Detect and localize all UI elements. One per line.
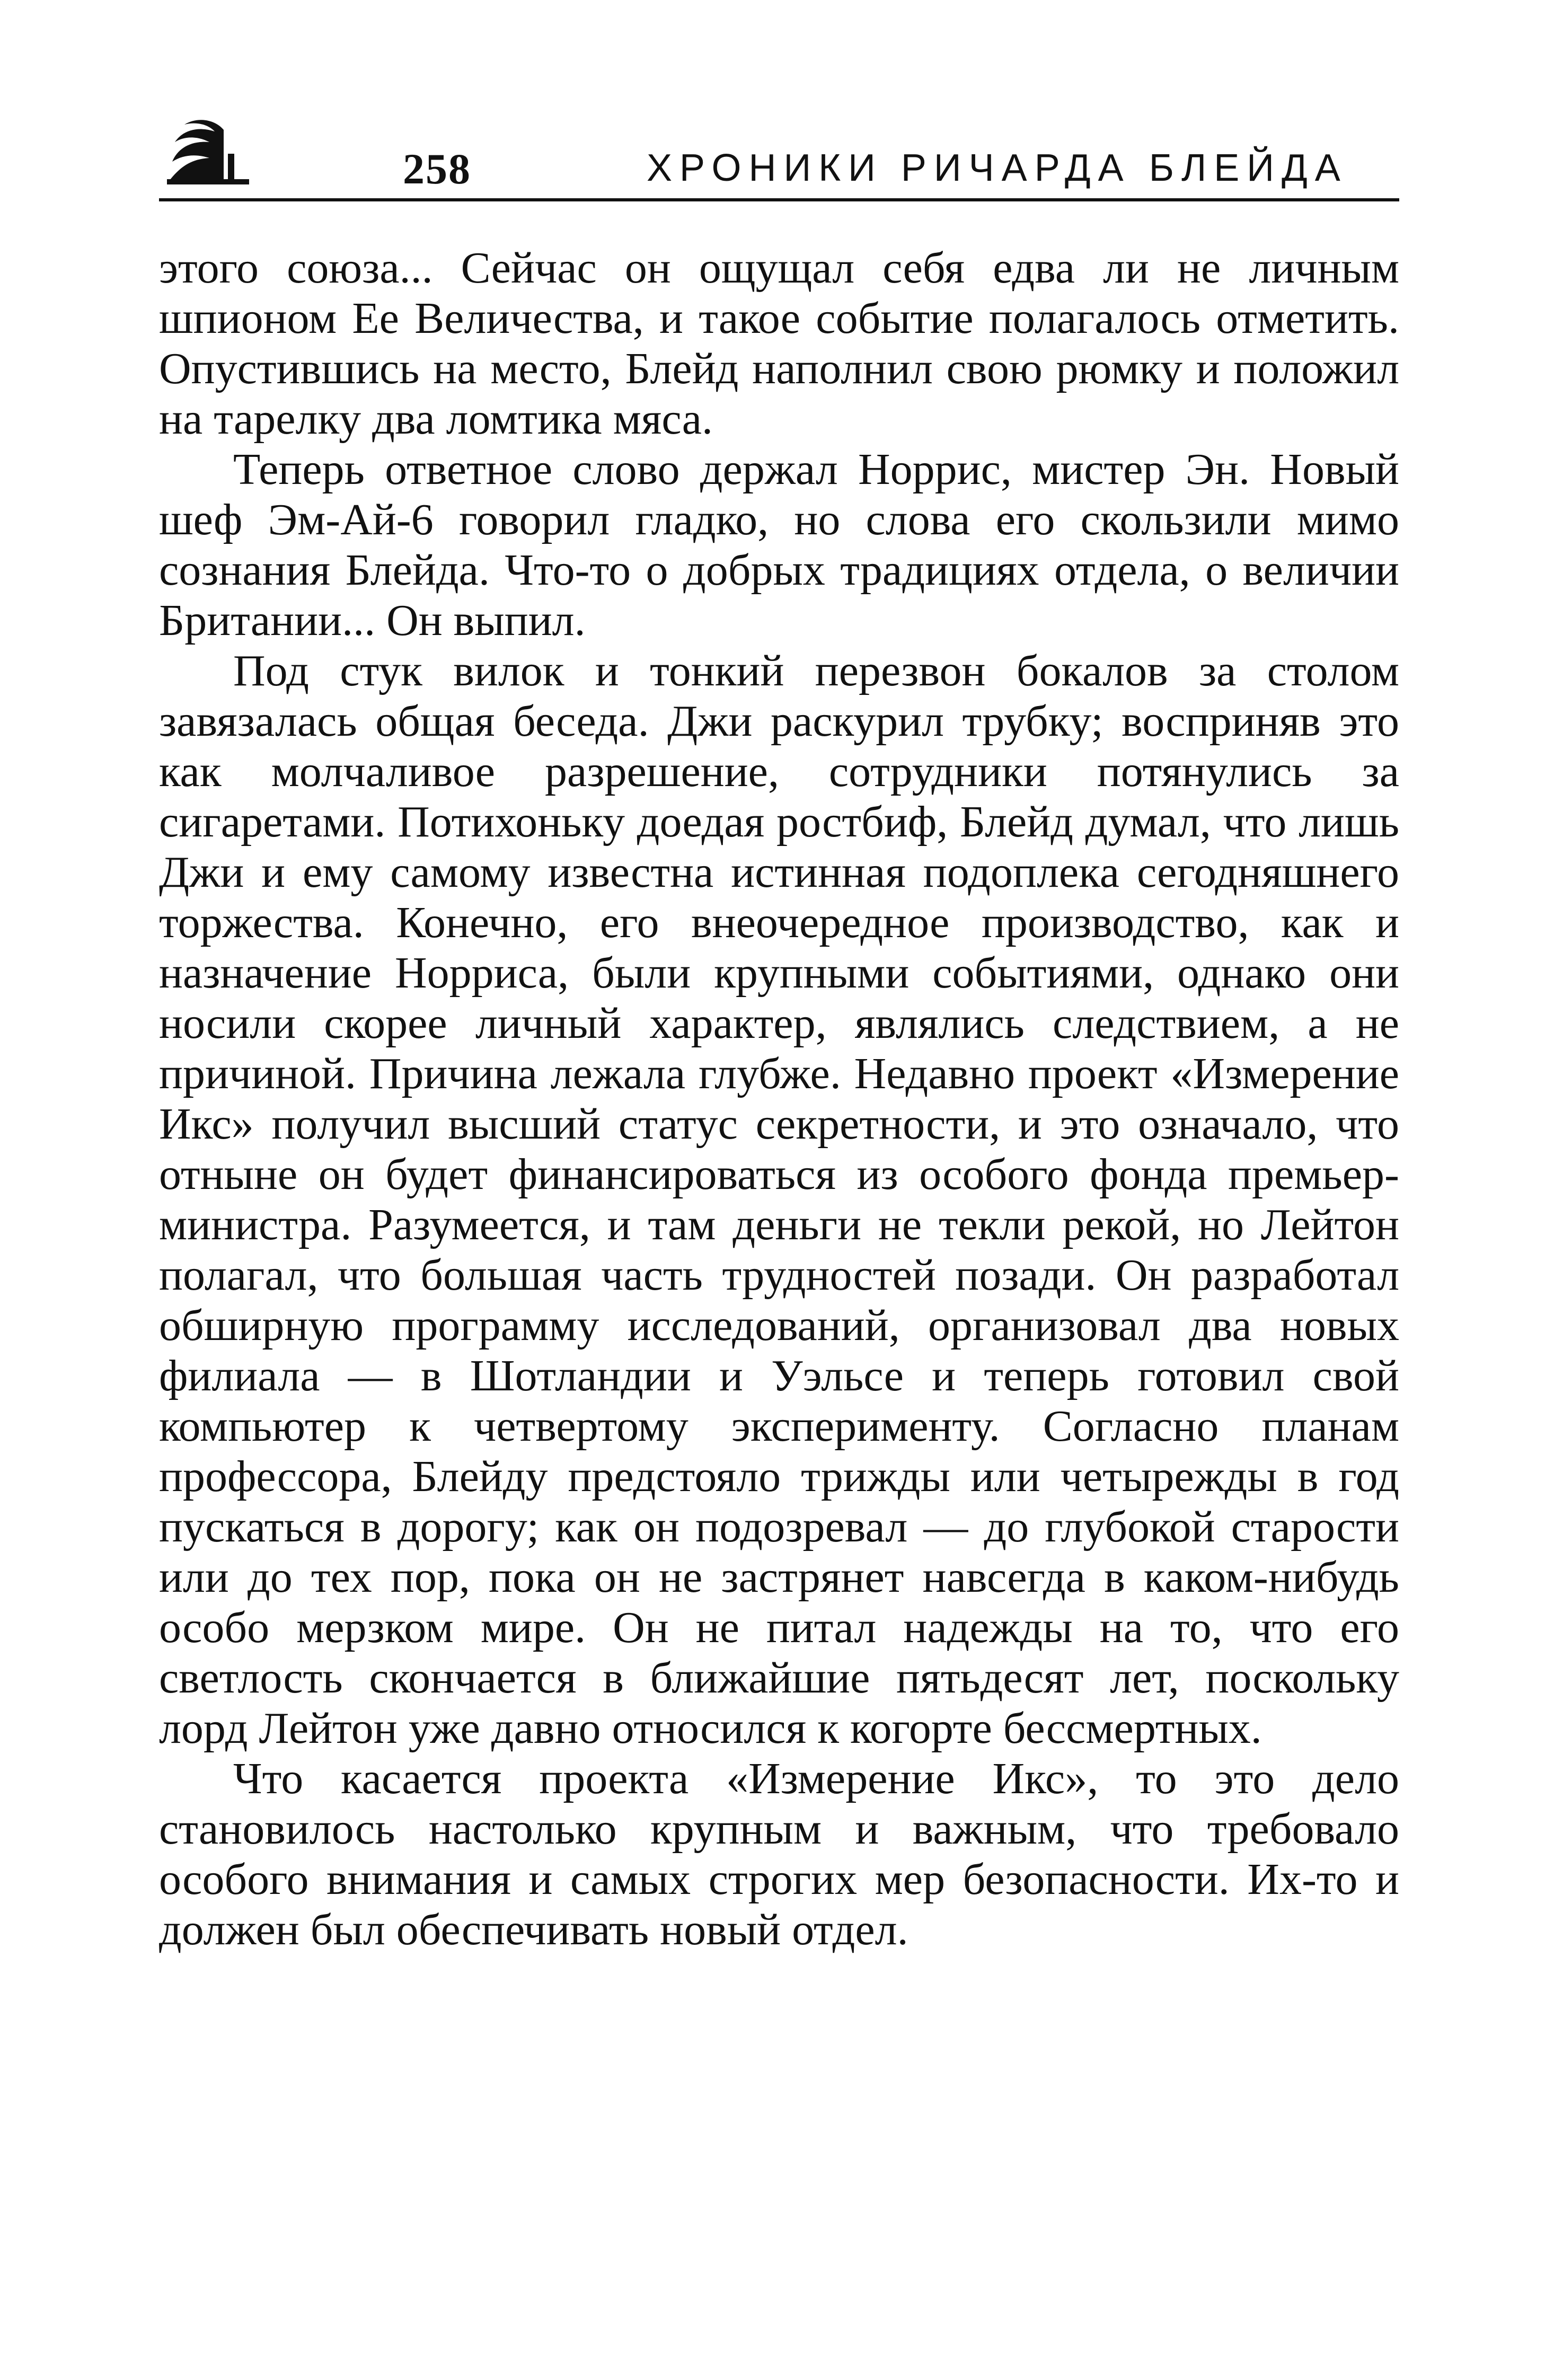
paragraph: этого союза... Сейчас он ощущал себя едва ли не личным шпионом Ее Величества, и такое событие полагалось отметить. Опустившись на место, Блейд наполнил свою рюмку и положил на тарелку два ломтика мяса.	[159, 243, 1399, 444]
book-page	[159, 117, 1399, 2290]
page-header	[159, 117, 1399, 201]
header-divider	[159, 198, 1399, 201]
page-number: 258	[403, 145, 471, 193]
running-title: ХРОНИКИ РИЧАРДА БЛЕЙДА	[647, 147, 1348, 189]
paragraph: Что касается проекта «Измерение Икс», то это дело становилось настолько крупным и важным, что требовало особого внимания и самых строгих мер безопасности. Их-то и должен был обеспечивать новый отдел.	[159, 1754, 1399, 1954]
paragraph: Теперь ответное слово держал Норрис, мистер Эн. Новый шеф Эм-Ай-6 говорил гладко, но слова его скользили мимо сознания Блейда. Что-то о добрых традициях отдела, о величии Британии... Он выпил.	[159, 445, 1399, 645]
fern-crest-icon	[159, 117, 260, 196]
body-text	[159, 243, 1399, 1955]
paragraph: Под стук вилок и тонкий перезвон бокалов за столом завязалась общая беседа. Джи раскурил трубку; восприняв это как молчаливое разрешение, сотрудники потянулись за сигаретами. Потихоньку доедая ростбиф, Блейд думал, что лишь Джи и ему самому известна истинная подоплека сегодняшнего торжества. Конечно, его внеочередное производство, как и назначение Норриса, были крупными событиями, однако они носили скорее личный характер, являлись следствием, а не причиной. Причина лежала глубже. Недавно проект «Измерение Икс» получил высший статус секретности, и это означало, что отныне он будет финансироваться из особого фонда премьер-министра. Разумеется, и там деньги не текли рекой, но Лейтон полагал, что большая часть трудностей позади. Он разработал обширную программу исследований, организовал два новых филиала — в Шотландии и Уэльсе и теперь готовил свой компьютер к четвертому эксперименту. Согласно планам профессора, Блейду предстояло трижды или четырежды в год пускаться в дорогу; как он подозревал — до глубокой старости или до тех пор, пока он не застрянет навсегда в каком-нибудь особо мерзком мире. Он не питал надежды на то, что его светлость скончается в ближайшие пятьдесят лет, поскольку лорд Лейтон уже давно относился к когорте бессмертных.	[159, 646, 1399, 1753]
